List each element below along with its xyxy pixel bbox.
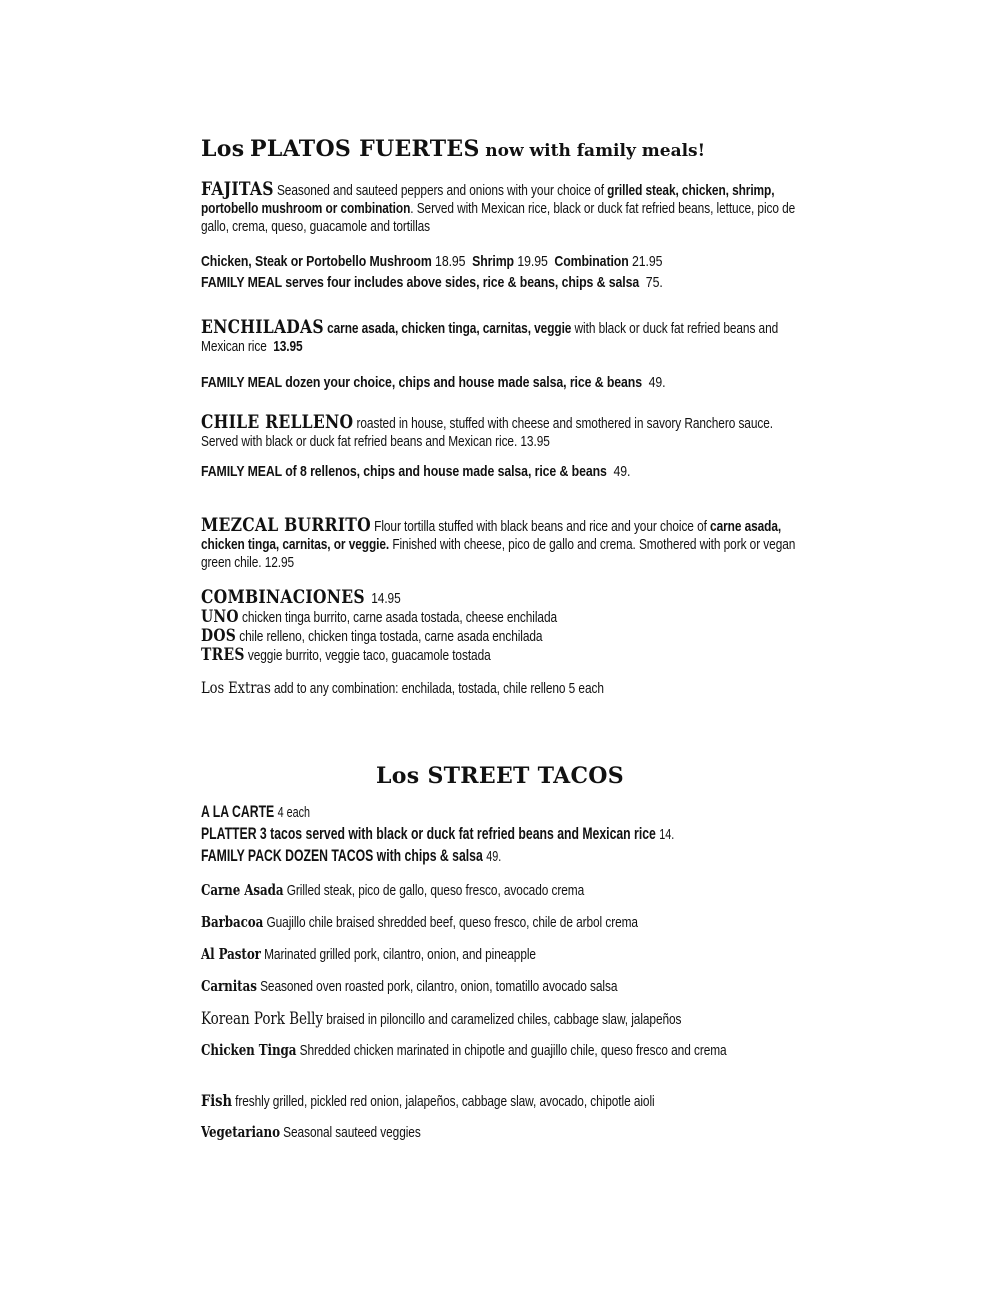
fajitas-desc-sides: . Served with Mexican rice, black or duck fat refried beans, lettuce, pico de gallo, crema, queso, guacamole and tortillas	[201, 201, 796, 235]
combo-price-label: Combination	[554, 253, 629, 270]
tacos-heading	[0, 763, 1000, 789]
taco-name: Vegetariano	[201, 1124, 280, 1141]
taco-desc: Shredded chicken marinated in chipotle and guajillo chile, queso fresco and crema	[299, 1043, 727, 1059]
enchiladas-family	[201, 374, 806, 392]
tacos-options	[201, 801, 806, 867]
platos-heading	[201, 136, 705, 162]
extras-section	[201, 679, 806, 698]
taco-item	[201, 946, 806, 964]
taco-item	[201, 882, 806, 900]
family-pack-label: FAMILY PACK DOZEN TACOS	[201, 846, 374, 865]
relleno-desc: roasted in house, stuffed with cheese and smothered in savory Ranchero sauce. Served with black or duck fat refried beans and Mexican rice. 13.95	[201, 416, 773, 450]
taco-item	[201, 1092, 806, 1111]
extras-label: Los Extras	[201, 678, 271, 697]
taco-desc: freshly grilled, pickled red onion, jalapeños, cabbage slaw, avocado, chipotle aioli	[231, 1094, 655, 1110]
combinaciones-price: 14.95	[371, 591, 401, 607]
combo-dos-label: DOS	[201, 626, 237, 646]
fajitas-price: 18.95	[435, 253, 466, 270]
enchiladas-title: ENCHILADAS	[201, 316, 324, 338]
platos-heading-los: Los	[201, 136, 245, 162]
taco-name: Korean Pork Belly	[201, 1009, 323, 1028]
combo-tres-label: TRES	[201, 645, 245, 665]
taco-name: Barbacoa	[201, 914, 264, 931]
combo-price: 21.95	[631, 253, 663, 270]
fajitas-choices: grilled steak, chicken, shrimp, portobello mushroom or combination	[201, 183, 775, 217]
burrito-desc: Flour tortilla stuffed with black beans and rice and your choice of	[370, 519, 711, 535]
fajitas-section	[201, 180, 806, 236]
extras-desc: add to any combination: enchilada, tostada, chile relleno 5 each	[270, 681, 604, 697]
taco-name: Carnitas	[201, 978, 257, 995]
enchiladas-price: 13.95	[273, 339, 303, 355]
combo-tres-desc: veggie burrito, veggie taco, guacamole tostada	[244, 648, 491, 664]
platos-heading-note: now with family meals!	[485, 141, 706, 161]
taco-desc: Grilled steak, pico de gallo, queso fresco, avocado crema	[286, 883, 585, 899]
family-pack-price: 49.	[486, 848, 502, 865]
fajitas-price-label: Chicken, Steak or Portobello Mushroom	[201, 253, 432, 270]
enchiladas-family-price: 49.	[648, 374, 666, 391]
tacos-heading-los: Los	[376, 763, 420, 789]
enchiladas-section	[201, 318, 806, 356]
fajitas-family	[201, 274, 806, 292]
combinaciones-title: COMBINACIONES	[201, 586, 365, 608]
relleno-family	[201, 463, 806, 481]
enchiladas-family-desc: FAMILY MEAL dozen your choice, chips and house made salsa, rice & beans	[201, 374, 642, 391]
alacarte-label: A LA CARTE	[201, 802, 275, 821]
burrito-choices: carne asada, chicken tinga, carnitas, or veggie.	[201, 519, 782, 553]
fajitas-prices	[201, 253, 806, 271]
platter-price: 14.	[659, 826, 675, 843]
family-pack-desc: with chips & salsa	[373, 846, 483, 865]
combo-uno-label: UNO	[201, 607, 239, 627]
relleno-title: CHILE RELLENO	[201, 411, 354, 433]
combo-uno-desc: chicken tinga burrito, carne asada tostada, cheese enchilada	[238, 610, 558, 626]
fajitas-family-desc: FAMILY MEAL serves four includes above sides, rice & beans, chips & salsa	[201, 274, 640, 291]
taco-name: Carne Asada	[201, 882, 284, 899]
platos-heading-main: PLATOS FUERTES	[250, 136, 480, 162]
taco-item	[201, 978, 806, 996]
relleno-family-price: 49.	[613, 463, 631, 480]
taco-item	[201, 1042, 806, 1060]
tacos-heading-main: STREET TACOS	[427, 763, 624, 789]
taco-desc: Guajillo chile braised shredded beef, queso fresco, chile de arbol crema	[263, 915, 638, 931]
enchiladas-choices: carne asada, chicken tinga, carnitas, veggie	[327, 321, 572, 337]
taco-name: Fish	[201, 1091, 232, 1110]
enchiladas-desc: with black or duck fat refried beans and Mexican rice	[201, 321, 779, 355]
taco-desc: braised in piloncillo and caramelized chiles, cabbage slaw, jalapeños	[322, 1012, 682, 1028]
taco-name: Chicken Tinga	[201, 1042, 297, 1059]
taco-item	[201, 914, 806, 932]
taco-item	[201, 1010, 806, 1029]
shrimp-price: 19.95	[517, 253, 548, 270]
alacarte-price: 4 each	[277, 804, 311, 821]
shrimp-price-label: Shrimp	[472, 253, 514, 270]
combo-dos-desc: chile relleno, chicken tinga tostada, carne asada enchilada	[236, 629, 543, 645]
taco-desc: Seasonal sauteed veggies	[283, 1125, 421, 1141]
platter-label: PLATTER 3 tacos served with black or duck fat refried beans and Mexican rice	[201, 824, 656, 843]
taco-name: Al Pastor	[201, 946, 261, 963]
taco-desc: Seasoned oven roasted pork, cilantro, onion, tomatillo avocado salsa	[260, 979, 618, 995]
combinaciones-section	[201, 588, 806, 665]
fajitas-title: FAJITAS	[201, 178, 274, 200]
fajitas-desc: Seasoned and sauteed peppers and onions with your choice of	[276, 183, 608, 199]
taco-item	[201, 1124, 806, 1142]
fajitas-family-price: 75.	[645, 274, 663, 291]
relleno-section	[201, 413, 806, 451]
taco-desc: Marinated grilled pork, cilantro, onion, and pineapple	[264, 947, 536, 963]
burrito-desc-finish: Finished with cheese, pico de gallo and crema. Smothered with pork or vegan green chile. 12.95	[201, 537, 796, 571]
burrito-section	[201, 516, 806, 572]
relleno-family-desc: FAMILY MEAL of 8 rellenos, chips and house made salsa, rice & beans	[201, 463, 607, 480]
burrito-title: MEZCAL BURRITO	[201, 514, 371, 536]
